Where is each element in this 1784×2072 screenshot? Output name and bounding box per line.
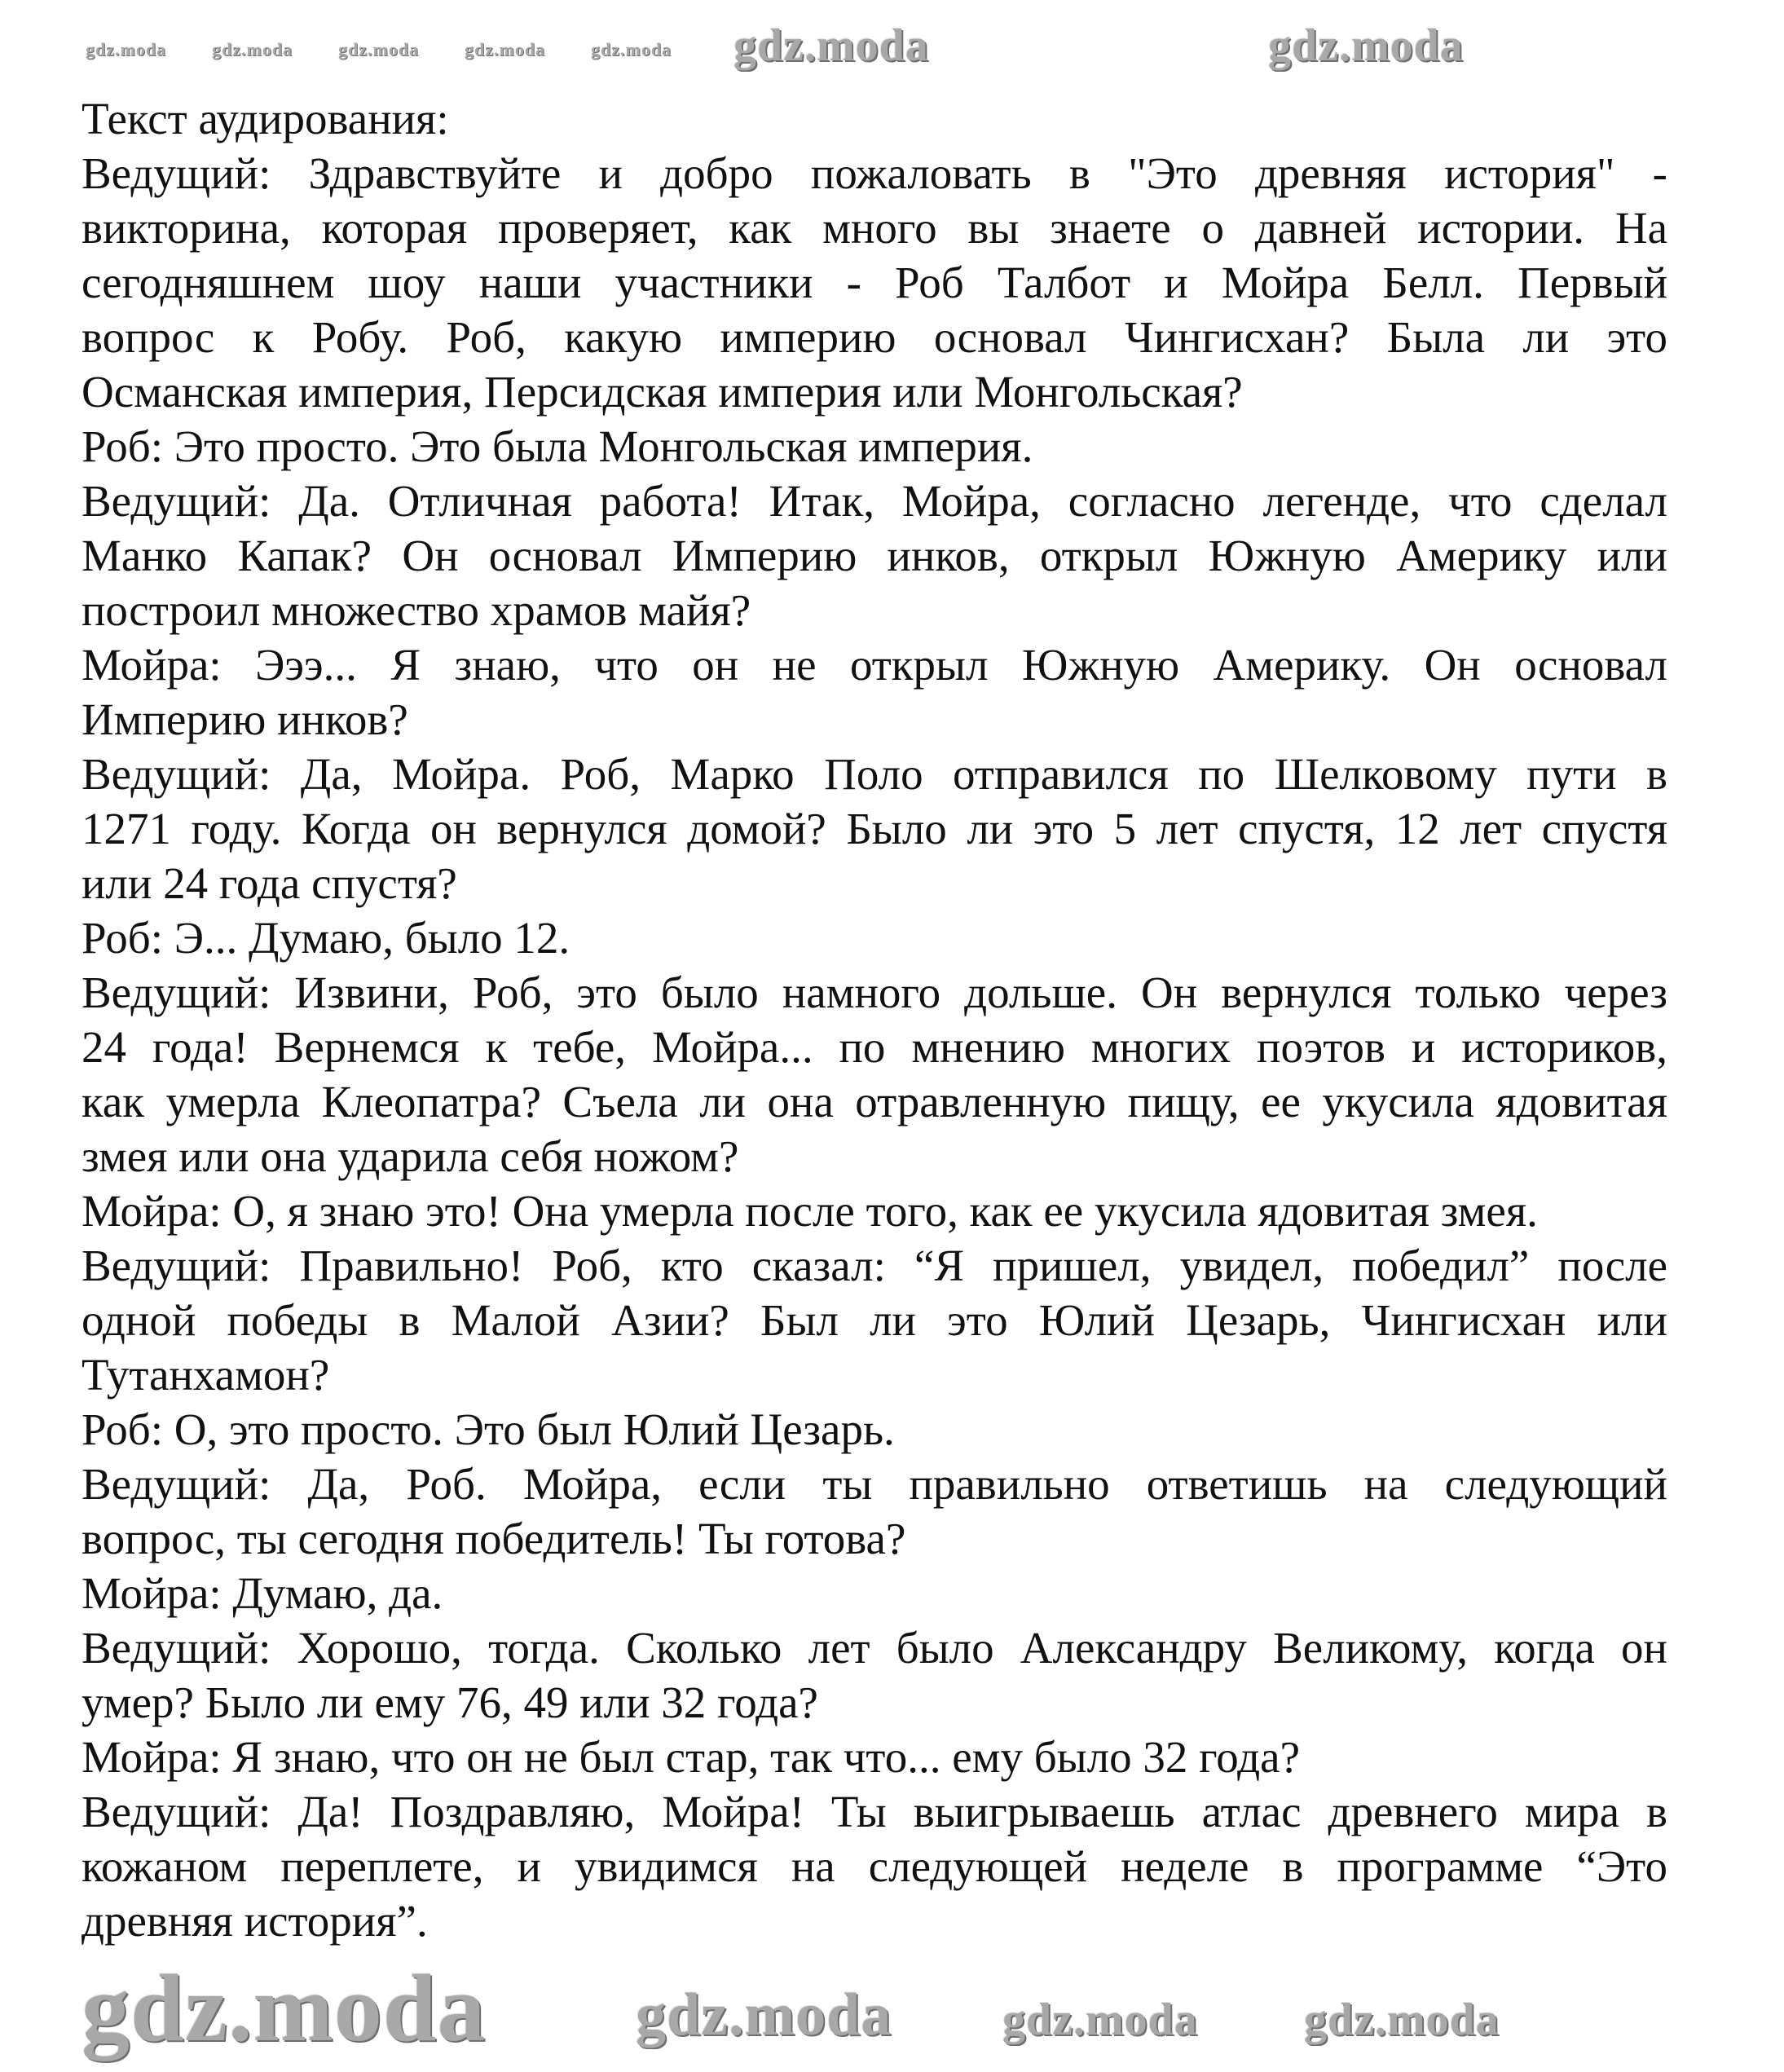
- transcript-line: змея или она ударила себя ножом?: [81, 1131, 739, 1181]
- transcript-line: Ведущий: Да. Отличная работа! Итак, Мойра, согласно легенде, что сделал: [81, 476, 1667, 526]
- transcript-line: как умерла Клеопатра? Съела ли она отравленную пищу, ее укусила ядовитая: [81, 1077, 1667, 1126]
- listening-transcript: [81, 91, 1667, 1948]
- transcript-line: 24 года! Вернемся к тебе, Мойра... по мнению многих поэтов и историков,: [81, 1022, 1667, 1072]
- watermark: gdz.moda: [212, 39, 293, 60]
- transcript-line: Тутанхамон?: [81, 1350, 330, 1400]
- transcript-line: Мойра: Я знаю, что он не был стар, так что... ему было 32 года?: [81, 1732, 1300, 1782]
- transcript-line: Ведущий: Хорошо, тогда. Сколько лет было Александру Великому, когда он: [81, 1623, 1667, 1673]
- transcript-line: Империю инков?: [81, 694, 408, 744]
- transcript-line: вопрос, ты сегодня победитель! Ты готова?: [81, 1514, 906, 1563]
- watermark: gdz.moda: [733, 20, 929, 71]
- transcript-line: вопрос к Робу. Роб, какую империю основал Чингисхан? Была ли это: [81, 312, 1667, 362]
- watermark: gdz.moda: [1304, 1995, 1500, 2045]
- watermark: gdz.moda: [81, 1955, 487, 2061]
- transcript-line: одной победы в Малой Азии? Был ли это Юлий Цезарь, Чингисхан или: [81, 1295, 1667, 1345]
- transcript-line: Ведущий: Правильно! Роб, кто сказал: “Я пришел, увидел, победил” после: [81, 1241, 1667, 1290]
- transcript-line: Мойра: Думаю, да.: [81, 1568, 443, 1618]
- watermark: gdz.moda: [636, 1982, 892, 2048]
- transcript-line: умер? Было ли ему 76, 49 или 32 года?: [81, 1677, 818, 1727]
- transcript-line: Ведущий: Здравствуйте и добро пожаловать в "Это древняя история" -: [81, 148, 1667, 198]
- transcript-line: Ведущий: Да, Роб. Мойра, если ты правильно ответишь на следующий: [81, 1459, 1667, 1509]
- transcript-title: Текст аудирования:: [81, 94, 449, 143]
- transcript-line: 1271 году. Когда он вернулся домой? Было ли это 5 лет спустя, 12 лет спустя: [81, 804, 1667, 853]
- transcript-line: Ведущий: Да, Мойра. Роб, Марко Поло отправился по Шелковому пути в: [81, 749, 1667, 799]
- transcript-line: Ведущий: Да! Поздравляю, Мойра! Ты выигрываешь атлас древнего мира в: [81, 1787, 1667, 1836]
- transcript-line: викторина, которая проверяет, как много вы знаете о давней истории. На: [81, 203, 1667, 253]
- transcript-line: Мойра: Эээ... Я знаю, что он не открыл Южную Америку. Он основал: [81, 640, 1667, 690]
- transcript-line: Ведущий: Извини, Роб, это было намного дольше. Он вернулся только через: [81, 968, 1667, 1017]
- transcript-line: Османская империя, Персидская империя или Монгольская?: [81, 367, 1243, 417]
- transcript-line: Мойра: О, я знаю это! Она умерла после того, как ее укусила ядовитая змея.: [81, 1186, 1538, 1236]
- transcript-line: Роб: Это просто. Это была Монгольская империя.: [81, 421, 1033, 471]
- transcript-line: Манко Капак? Он основал Империю инков, открыл Южную Америку или: [81, 531, 1667, 580]
- transcript-line: или 24 года спустя?: [81, 858, 457, 908]
- watermark: gdz.moda: [591, 39, 672, 60]
- watermark: gdz.moda: [465, 39, 546, 60]
- watermark: gdz.moda: [1268, 20, 1464, 71]
- watermark: gdz.moda: [1002, 1995, 1198, 2045]
- transcript-line: Роб: Э... Думаю, было 12.: [81, 913, 570, 963]
- watermark: gdz.moda: [86, 39, 167, 60]
- transcript-line: Роб: О, это просто. Это был Юлий Цезарь.: [81, 1404, 895, 1454]
- transcript-line: кожаном переплете, и увидимся на следующей неделе в программе “Это: [81, 1841, 1667, 1891]
- transcript-line: древняя история”.: [81, 1896, 428, 1946]
- transcript-line: сегодняшнем шоу наши участники - Роб Талбот и Мойра Белл. Первый: [81, 258, 1667, 307]
- watermark: gdz.moda: [338, 39, 420, 60]
- transcript-body: [81, 146, 1667, 1948]
- transcript-line: построил множество храмов майя?: [81, 585, 751, 635]
